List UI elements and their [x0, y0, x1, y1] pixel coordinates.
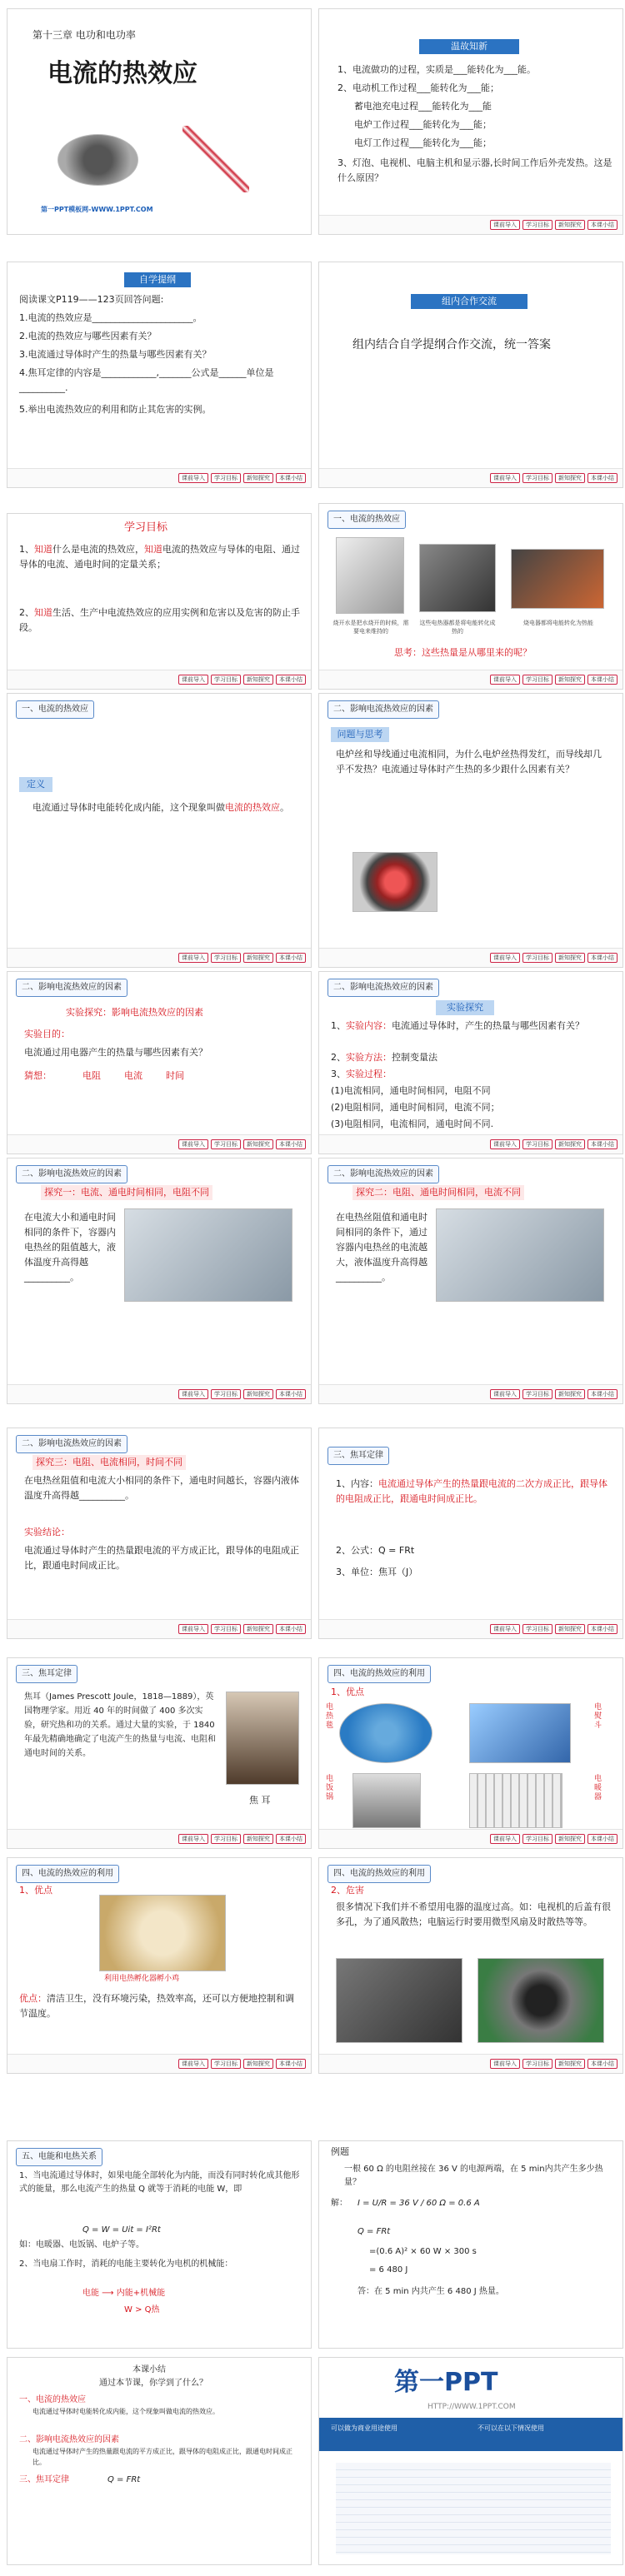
- summary-h2: 二、影响电流热效应的因素: [19, 2435, 119, 2444]
- brand-logo: 第一PPT: [394, 2368, 498, 2397]
- inquiry-text: 在电热丝阻值和通电时间相同的条件下，通过容器内电热丝的电流越大，液体温度升高得越__________。: [336, 1212, 428, 1283]
- caption-2: 这些电热器都是将电能转化成热的: [419, 620, 496, 635]
- nav-explore-button[interactable]: 新知探究: [243, 473, 273, 483]
- eq-4: = 6 480 J: [369, 2265, 408, 2275]
- fan-image: [478, 1958, 604, 2043]
- slide-uses: [318, 1657, 623, 1849]
- nav-intro-button[interactable]: 课前导入: [178, 1389, 208, 1399]
- nav-summary-button[interactable]: 本课小结: [588, 2059, 618, 2069]
- nav-goals-button[interactable]: 学习目标: [211, 1389, 241, 1399]
- nav-explore-button[interactable]: 新知探究: [243, 953, 273, 963]
- slide-inquiry-3: [7, 1428, 312, 1639]
- nav-bar: [8, 468, 311, 487]
- nav-explore-button[interactable]: 新知探究: [243, 1624, 273, 1634]
- nav-bar: [8, 1384, 311, 1403]
- caption-3: 烧电器都将电能转化为热能: [523, 620, 593, 626]
- example-answer: 答：在 5 min 内共产生 6 480 J 热量。: [358, 2287, 504, 2296]
- slide-group-discussion: [318, 262, 623, 488]
- outline-line-4: 4.焦耳定律的内容是____________,_______公式是______单位是__________.: [19, 367, 274, 393]
- slide-joule-bio: [7, 1657, 312, 1849]
- inquiry-text: 在电热丝阻值和电流大小相同的条件下，通电时间越长，容器内液体温度升高得越__________。: [24, 1475, 299, 1501]
- nav-explore-button[interactable]: 新知探究: [555, 953, 585, 963]
- nav-goals-button[interactable]: 学习目标: [211, 2059, 241, 2069]
- conclusion-text: 电流通过导体时产生的热量跟电流的平方成正比，跟导体的电阻成正比，跟通电时间成正比。: [24, 1545, 299, 1571]
- nav-bar: [319, 948, 622, 967]
- energy-examples: 如：电暖器、电饭锅、电炉子等。: [19, 2240, 144, 2250]
- nav-goals-button[interactable]: 学习目标: [522, 1834, 552, 1844]
- label-iron: 电熨斗: [594, 1703, 602, 1730]
- slide-example: [318, 2140, 623, 2349]
- nav-explore-button[interactable]: 新知探究: [243, 675, 273, 685]
- slide-inquiry: [7, 971, 312, 1154]
- experiment-label: 实验探究: [436, 1000, 494, 1015]
- nav-bar: [319, 215, 622, 234]
- hazard-subtitle: 2、危害: [331, 1885, 364, 1896]
- section-title: 四、电流的热效应的利用: [328, 1665, 431, 1683]
- outline-header: 自学提纲: [124, 272, 191, 287]
- section-title: 五、电能和电热关系: [16, 2148, 102, 2166]
- nav-goals-button[interactable]: 学习目标: [211, 1624, 241, 1634]
- eq-2: Q = FRt: [358, 2227, 391, 2236]
- inquiry-subtitle: 探究二：电阻、通电时间相同，电流不同: [352, 1185, 524, 1200]
- summary-t1: 电流通过导体时电能转化成内能，这个现象叫做电流的热效应。: [32, 2408, 219, 2415]
- nav-goals-button[interactable]: 学习目标: [522, 2059, 552, 2069]
- exp-line-3-index: 3、: [331, 1069, 346, 1079]
- nav-intro-button[interactable]: 课前导入: [178, 953, 208, 963]
- nav-summary-button[interactable]: 本课小结: [276, 675, 306, 685]
- slide-outline: [7, 262, 312, 488]
- purpose-text: 电流通过用电器产生的热量与哪些因素有关？: [24, 1047, 208, 1058]
- slide-brand: [318, 2357, 623, 2565]
- review-line-1: 1、电流做功的过程，实质是___能转化为___能。: [338, 64, 536, 75]
- slide-joule-law: [318, 1428, 623, 1639]
- nav-intro-button[interactable]: 课前导入: [490, 473, 520, 483]
- nav-intro-button[interactable]: 课前导入: [490, 1834, 520, 1844]
- slide-definition: [7, 693, 312, 968]
- slide-experiment: [318, 971, 623, 1154]
- cooker-image: [352, 1773, 421, 1828]
- slide-inquiry-2: [318, 1158, 623, 1404]
- solution-label: 解：: [331, 2199, 348, 2208]
- inquiry-subtitle: 探究三：电阻、电流相同，时间不同: [32, 1455, 186, 1470]
- incubator-caption: 利用电热孵化器孵小鸡: [104, 1975, 180, 1983]
- summary-title: 本课小结: [132, 2365, 166, 2374]
- goal-2: [19, 605, 302, 635]
- nav-summary-button[interactable]: 本课小结: [588, 953, 618, 963]
- nav-intro-button[interactable]: 课前导入: [490, 1389, 520, 1399]
- review-line-2: 2、电动机工作过程___能转化为___能；: [338, 82, 499, 93]
- review-header: 温故知新: [419, 39, 519, 54]
- definition-text-b: 。: [280, 802, 289, 813]
- section-title: 二、影响电流热效应的因素: [328, 700, 439, 719]
- eq-3: =(0.6 A)² × 60 W × 300 s: [369, 2247, 477, 2256]
- brand-url: HTTP://WWW.1PPT.COM: [428, 2403, 516, 2411]
- portrait-caption: 焦 耳: [249, 1795, 271, 1806]
- definition-text: [32, 800, 299, 815]
- nav-goals-button[interactable]: 学习目标: [522, 220, 552, 230]
- nav-intro-button[interactable]: 课前导入: [178, 675, 208, 685]
- goal-2-index: 2、: [19, 607, 34, 618]
- nav-bar: [8, 2054, 311, 2073]
- uses-subtitle: 1、优点: [331, 1687, 364, 1697]
- iron-image: [469, 1703, 571, 1763]
- nav-summary-button[interactable]: 本课小结: [276, 1624, 306, 1634]
- nav-explore-button[interactable]: 新知探究: [243, 1834, 273, 1844]
- nav-goals-button[interactable]: 学习目标: [522, 473, 552, 483]
- exp-line-1: [331, 1019, 614, 1034]
- nav-intro-button[interactable]: 课前导入: [490, 953, 520, 963]
- slide-advantages: [7, 1857, 312, 2074]
- nav-intro-button[interactable]: 课前导入: [178, 1624, 208, 1634]
- nav-bar: [319, 1384, 622, 1403]
- nav-summary-button[interactable]: 本课小结: [588, 220, 618, 230]
- nav-intro-button[interactable]: 课前导入: [178, 2059, 208, 2069]
- summary-t3: Q = FRt: [108, 2475, 141, 2484]
- section-title: 一、电流的热效应: [16, 700, 94, 719]
- section-title: 一、电流的热效应: [328, 511, 406, 529]
- goal-2-text: 生活、生产中电流热效应的应用实例和危害以及危害的防止手段。: [19, 607, 300, 633]
- exp-line-2: [331, 1050, 614, 1065]
- exp-line-2-index: 2、: [331, 1052, 346, 1063]
- group-header: 组内合作交流: [411, 294, 528, 309]
- nav-bar: [319, 1134, 622, 1153]
- goal-1-index: 1、: [19, 544, 34, 555]
- nav-summary-button[interactable]: 本课小结: [276, 473, 306, 483]
- inquiry-text: 在电流大小和通电时间相同的条件下，容器内电热丝的阻值越大，液体温度升高得越__________。: [24, 1212, 116, 1283]
- nav-summary-button[interactable]: 本课小结: [276, 1139, 306, 1149]
- goal-1-keyword-a: 知道: [34, 544, 52, 555]
- summary-t2: 电流通过导体时产生的热量跟电流的平方成正比，跟导体的电阻成正比，跟通电时间成正比。: [32, 2448, 292, 2466]
- nav-goals-button[interactable]: 学习目标: [211, 953, 241, 963]
- nav-summary-button[interactable]: 本课小结: [276, 2059, 306, 2069]
- nav-summary-button[interactable]: 本课小结: [588, 1834, 618, 1844]
- slide-question: [318, 693, 623, 968]
- watermark: 第一PPT模板网-WWW.1PPT.COM: [41, 206, 153, 213]
- arrow-icon: ⟶: [99, 2289, 117, 2298]
- energy-inequality: W > Q热: [124, 2305, 160, 2314]
- hazard-text: 很多情况下我们并不希望用电器的温度过高。如：电视机的后盖有很多孔，为了通风散热；电脑运行时要用微型风扇及时散热等等。: [336, 1901, 611, 1927]
- nav-goals-button[interactable]: 学习目标: [211, 1834, 241, 1844]
- apparatus-image: [124, 1208, 292, 1302]
- oven-image: [511, 549, 604, 609]
- section-title: 三、焦耳定律: [16, 1665, 78, 1683]
- group-text: 组内结合自学提纲合作交流，统一答案: [352, 338, 551, 351]
- nav-explore-button[interactable]: 新知探究: [555, 220, 585, 230]
- exp-line-1-text: 电流通过导体时，产生的热量与哪些因素有关？: [392, 1020, 584, 1031]
- blanket-image: [339, 1703, 432, 1763]
- law-unit: 3、单位：焦耳（J）: [336, 1567, 418, 1577]
- nav-intro-button[interactable]: 课前导入: [490, 675, 520, 685]
- incubator-image: [99, 1895, 226, 1971]
- law-formula: 2、公式：Q = FRt: [336, 1545, 415, 1556]
- nav-intro-button[interactable]: 课前导入: [178, 1834, 208, 1844]
- definition-text-a: 电流通过导体时电能转化成内能，这个现象叫做: [32, 802, 225, 813]
- nav-summary-button[interactable]: 本课小结: [588, 1389, 618, 1399]
- inquiry-title: 实验探究：影响电流热效应的因素: [66, 1007, 203, 1018]
- outline-line-1: 1.电流的热效应是______________________。: [19, 312, 202, 323]
- outline-line-5: 5.举出电流热效应的利用和防止其危害的实例。: [19, 404, 212, 415]
- law-content-label: 1、内容：: [336, 1478, 378, 1489]
- nav-bar: [319, 670, 622, 689]
- nav-summary-button[interactable]: 本课小结: [588, 675, 618, 685]
- slide-review: [318, 8, 623, 235]
- nav-bar: [8, 1829, 311, 1848]
- inquiry-subtitle: 探究一：电流、通电时间相同，电阻不同: [41, 1185, 212, 1200]
- nav-intro-button[interactable]: 课前导入: [490, 220, 520, 230]
- outline-line-2: 2.电流的热效应与哪些因素有关？: [19, 331, 157, 341]
- energy-p1: 1、当电流通过导体时，如果电能全部转化为内能，而没有同时转化成其他形式的能量，那么电流产生的热量 Q 就等于消耗的电能 W，即: [19, 2171, 300, 2194]
- nav-goals-button[interactable]: 学习目标: [522, 1139, 552, 1149]
- outline-line-0: 阅读课文P119——123页回答问题:: [19, 294, 164, 305]
- exp-line-3: [331, 1067, 614, 1082]
- kettle-image: [336, 537, 404, 614]
- nav-bar: [8, 1619, 311, 1638]
- definition-keyword: 电流的热效应: [225, 802, 280, 813]
- exp-step-1: (1)电流相同，通电时间相同，电阻不同: [331, 1085, 491, 1096]
- purpose-label: 实验目的：: [24, 1029, 70, 1039]
- nav-intro-button[interactable]: 课前导入: [490, 2059, 520, 2069]
- adv-text: [19, 1991, 294, 2021]
- nav-intro-button[interactable]: 课前导入: [490, 1624, 520, 1634]
- nav-goals-button[interactable]: 学习目标: [211, 473, 241, 483]
- heating-coil-image: [182, 126, 249, 192]
- nav-goals-button[interactable]: 学习目标: [211, 1139, 241, 1149]
- caption-1: 烧开水是把水烧开的时候，需要电来维持的: [332, 620, 409, 635]
- goal-2-keyword: 知道: [34, 607, 52, 618]
- exp-line-2-text: 控制变量法: [392, 1052, 438, 1063]
- review-line-6: 3、灯泡、电视机、电脑主机和显示器,长时间工作后外壳发热。这是什么原因？: [338, 157, 612, 183]
- section-title: 四、电流的热效应的利用: [328, 1865, 431, 1883]
- nav-summary-button[interactable]: 本课小结: [276, 953, 306, 963]
- adv-label: 优点：: [19, 1993, 47, 2004]
- exp-line-1-index: 1、: [331, 1020, 346, 1031]
- nav-explore-button[interactable]: 新知探究: [243, 1389, 273, 1399]
- nav-summary-button[interactable]: 本课小结: [588, 473, 618, 483]
- nav-explore-button[interactable]: 新知探究: [243, 1139, 273, 1149]
- nav-explore-button[interactable]: 新知探究: [555, 1139, 585, 1149]
- review-line-3: 蓄电池充电过程___能转化为___能: [354, 101, 492, 112]
- guess-1: 电阻: [82, 1070, 101, 1081]
- slide-summary: [7, 2357, 312, 2565]
- review-line-5: 电灯工作过程___能转化为___能；: [354, 137, 492, 148]
- goal-1-keyword-b: 知道: [144, 544, 162, 555]
- eq-1: I = U/R = 36 V / 60 Ω = 0.6 A: [358, 2199, 480, 2208]
- brand-col-right: 不可以在以下情况使用: [478, 2424, 544, 2432]
- exp-step-2: (2)电阻相同，通电时间相同，电流不同；: [331, 1102, 500, 1113]
- exp-step-3: (3)电阻相同，电流相同，通电时间不同.: [331, 1119, 494, 1129]
- outline-line-3: 3.电流通过导体时产生的热量与哪些因素有关？: [19, 349, 212, 360]
- bio-text: 焦耳（James Prescott Joule，1818—1889），英国物理学家。用近 40 年的时间做了 400 多次实验，研究热和功的关系。通过大量的实验，于 1840 年最先精确地确定了电流产生的热量与电流、电阻和通电时间的关系。: [24, 1692, 216, 1758]
- nav-bar: [8, 1134, 311, 1153]
- slide-goals: [7, 513, 312, 690]
- hotplate-image: [58, 134, 138, 186]
- nav-bar: [319, 1619, 622, 1638]
- review-line-4: 电炉工作过程___能转化为___能；: [354, 119, 492, 130]
- heater-image: [419, 544, 496, 612]
- nav-goals-button[interactable]: 学习目标: [211, 675, 241, 685]
- nav-goals-button[interactable]: 学习目标: [522, 1389, 552, 1399]
- slide-heat-effect-intro: [318, 503, 623, 690]
- section-title: 二、影响电流热效应的因素: [16, 1165, 128, 1183]
- goal-1-text-b: 电流的热效应与导体的电阻、通过导体的电流、通电时间的定量关系；: [19, 544, 300, 570]
- summary-h1: 一、电流的热效应: [19, 2395, 86, 2404]
- slide-energy-heat: [7, 2140, 312, 2349]
- nav-goals-button[interactable]: 学习目标: [522, 1624, 552, 1634]
- brand-link-list: [336, 2463, 611, 2554]
- section-title: 三、焦耳定律: [328, 1447, 389, 1465]
- goals-header: 学习目标: [124, 521, 168, 534]
- energy-p2: 2、当电扇工作时，消耗的电能主要转化为电机的机械能：: [19, 2260, 233, 2269]
- adv-subtitle: 1、优点: [19, 1885, 52, 1896]
- label-blanket: 电热毯: [326, 1703, 334, 1730]
- nav-explore-button[interactable]: 新知探究: [555, 1389, 585, 1399]
- label-cooker: 电饭锅: [326, 1775, 334, 1801]
- chapter-label: 第十三章 电功和电功率: [32, 29, 136, 41]
- section-title: 二、影响电流热效应的因素: [328, 979, 439, 997]
- section-title: 二、影响电流热效应的因素: [16, 979, 128, 997]
- radiator-image: [469, 1773, 562, 1828]
- nav-bar: [319, 468, 622, 487]
- adv-body: 清洁卫生，没有环境污染，热效率高，还可以方便地控制和调节温度。: [19, 1993, 294, 2019]
- slide-hazards: [318, 1857, 623, 2074]
- slide-main-title: 电流的热效应: [48, 59, 198, 88]
- brand-col-left: 可以做为商业用途使用: [331, 2424, 398, 2432]
- nav-summary-button[interactable]: 本课小结: [276, 1389, 306, 1399]
- exp-line-3-key: 实验过程：: [346, 1069, 392, 1079]
- question-text: 电炉丝和导线通过电流相同，为什么电炉丝热得发红，而导线却几乎不发热？电流通过导体时产生热的多少跟什么因素有关？: [336, 749, 602, 775]
- energy-flow: [82, 2286, 165, 2301]
- section-title: 二、影响电流热效应的因素: [328, 1165, 439, 1183]
- section-title: 二、影响电流热效应的因素: [16, 1435, 128, 1453]
- slide-title: [7, 8, 312, 235]
- section-title: 四、电流的热效应的利用: [16, 1865, 119, 1883]
- nav-explore-button[interactable]: 新知探究: [555, 2059, 585, 2069]
- flow-to: 内能+机械能: [116, 2289, 166, 2298]
- guess-2: 电流: [124, 1070, 142, 1081]
- nav-bar: [319, 2054, 622, 2073]
- exp-line-1-key: 实验内容：: [346, 1020, 392, 1031]
- nav-bar: [8, 670, 311, 689]
- nav-bar: [8, 948, 311, 967]
- nav-summary-button[interactable]: 本课小结: [588, 1624, 618, 1634]
- goal-1-text-a: 什么是电流的热效应，: [52, 544, 144, 555]
- flow-from: 电能: [82, 2289, 99, 2298]
- joule-portrait: [226, 1692, 299, 1785]
- nav-explore-button[interactable]: 新知探究: [243, 2059, 273, 2069]
- law-content: [336, 1477, 611, 1507]
- guess-3: 时间: [166, 1070, 184, 1081]
- nav-summary-button[interactable]: 本课小结: [276, 1834, 306, 1844]
- apparatus-image: [436, 1208, 604, 1302]
- summary-h3: 三、焦耳定律: [19, 2475, 69, 2484]
- nav-intro-button[interactable]: 课前导入: [490, 1139, 520, 1149]
- nav-intro-button[interactable]: 课前导入: [178, 1139, 208, 1149]
- slide-inquiry-1: [7, 1158, 312, 1404]
- nav-summary-button[interactable]: 本课小结: [588, 1139, 618, 1149]
- guess-label: 猜想：: [24, 1070, 52, 1081]
- nav-goals-button[interactable]: 学习目标: [522, 675, 552, 685]
- exp-line-2-key: 实验方法：: [346, 1052, 392, 1063]
- label-radiator: 电暖器: [594, 1775, 602, 1801]
- question-label: 问题与思考: [331, 727, 389, 742]
- coil-stove-image: [352, 852, 438, 912]
- computer-image: [336, 1958, 462, 2043]
- energy-formula: Q = W = Uit = I²Rt: [82, 2225, 161, 2235]
- conclusion-label: 实验结论：: [24, 1527, 70, 1537]
- nav-explore-button[interactable]: 新知探究: [555, 1834, 585, 1844]
- law-content-text: 电流通过导体产生的热量跟电流的二次方成正比，跟导体的电阻成正比，跟通电时间成正比。: [336, 1478, 608, 1504]
- example-question: 一根 60 Ω 的电阻丝接在 36 V 的电源两端，在 5 min内共产生多少热量？: [344, 2165, 603, 2187]
- nav-explore-button[interactable]: 新知探究: [555, 1624, 585, 1634]
- question-text: 思考：这些热量是从哪里来的呢？: [394, 647, 532, 658]
- definition-label: 定义: [19, 777, 52, 792]
- nav-explore-button[interactable]: 新知探究: [555, 675, 585, 685]
- nav-goals-button[interactable]: 学习目标: [522, 953, 552, 963]
- nav-explore-button[interactable]: 新知探究: [555, 473, 585, 483]
- nav-intro-button[interactable]: 课前导入: [178, 473, 208, 483]
- summary-subtitle: 通过本节课，你学到了什么？: [99, 2379, 208, 2388]
- nav-bar: [319, 1829, 622, 1848]
- example-title: 例题: [331, 2146, 349, 2157]
- goal-1: [19, 542, 302, 572]
